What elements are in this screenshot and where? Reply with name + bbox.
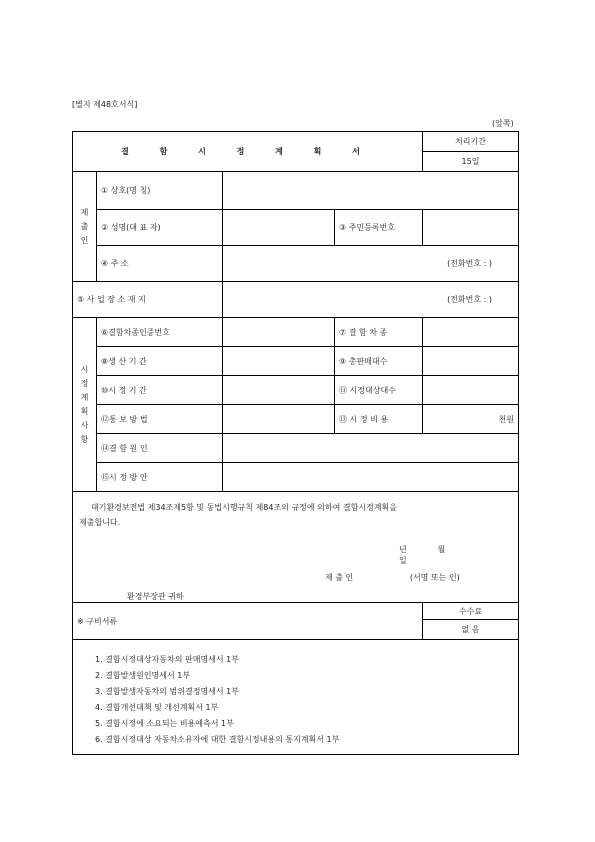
statement-line-1: 대기환경보전법 제34조제5항 및 동법시행규칙 제84조의 규정에 의하여 결함시정계획을: [91, 503, 397, 512]
defect-cause-label: ⑭결 함 원 인: [97, 434, 223, 463]
total-sales-label: ⑨ 총판매대수: [335, 347, 423, 376]
cert-number-field[interactable]: [223, 318, 335, 347]
processing-period-value: 15일: [423, 152, 519, 172]
list-item: 3. 결함발생자동차의 범위결정명세서 1부: [95, 687, 239, 696]
correction-cost-label: ⑬ 시 정 비 용: [335, 405, 423, 434]
submitter-label: 제 출 인: [325, 573, 354, 582]
date-day: 일: [399, 556, 407, 565]
correction-period-label: ⑩시 정 기 간: [97, 376, 223, 405]
submitter-signature-line: [325, 572, 512, 583]
date-month: 월: [437, 545, 446, 554]
production-period-label: ⑧생 산 기 간: [97, 347, 223, 376]
list-item: 6. 결함시정대상 자동차소유자에 대한 결함시정내용의 통지계획서 1부: [95, 735, 340, 744]
page-side-label: (앞쪽): [492, 119, 514, 128]
date-year: 년: [399, 545, 407, 554]
production-period-field[interactable]: [223, 347, 335, 376]
form-reference: [별지 제48호서식]: [72, 100, 138, 109]
business-location-field[interactable]: (전화번호 : ): [223, 282, 519, 318]
list-item: 4. 결함개선대책 및 개선계획서 1부: [95, 703, 219, 712]
correction-method-label: ⑮시 정 방 안: [97, 463, 223, 492]
company-name-label: ① 상호(명 칭): [97, 172, 223, 210]
submitter-group-label: 제 출 인: [73, 172, 97, 282]
fee-label: 수수료: [423, 603, 519, 620]
address-label: ④ 주 소: [97, 246, 223, 282]
fee-value: 없 음: [423, 620, 519, 640]
list-item: 5. 결함시정에 소요되는 비용예측서 1부: [95, 719, 234, 728]
representative-label: ② 성명(대 표 자): [97, 210, 223, 246]
correction-method-field[interactable]: [223, 463, 519, 492]
submission-date: [399, 544, 512, 566]
attachments-label: ※ 구비서류: [73, 603, 423, 640]
processing-period-label: 처리기간: [423, 132, 519, 152]
statement-line-2: 제출합니다.: [79, 518, 121, 527]
defect-model-label: ⑦ 결 함 차 종: [335, 318, 423, 347]
form-title: 결 함 시 정 계 획 서: [73, 132, 423, 172]
correction-cost-field[interactable]: 천원: [423, 405, 519, 434]
defect-model-field[interactable]: [423, 318, 519, 347]
list-item: 1. 결함시정대상자동차의 판매명세서 1부: [95, 655, 239, 664]
list-item: 2. 결함발생원인명세서 1부: [95, 671, 191, 680]
target-count-label: ⑪ 시정대상대수: [335, 376, 423, 405]
cert-number-label: ⑥결함차종인증번호: [97, 318, 223, 347]
defect-correction-form: [72, 131, 519, 755]
rrn-field[interactable]: [423, 210, 519, 246]
signature-placeholder[interactable]: (서명 또는 인): [409, 573, 460, 582]
address-field[interactable]: (전화번호 : ): [223, 246, 519, 282]
defect-cause-field[interactable]: [223, 434, 519, 463]
recipient: 환경부장관 귀하: [127, 592, 184, 601]
total-sales-field[interactable]: [423, 347, 519, 376]
rrn-label: ③ 주민등록번호: [335, 210, 423, 246]
required-documents: [73, 640, 519, 755]
business-location-label: ⑤ 사 업 장 소 재 지: [73, 282, 223, 318]
company-name-field[interactable]: [223, 172, 519, 210]
notice-method-field[interactable]: [223, 405, 335, 434]
plan-group-label: 시 정 계 획 사 항: [73, 318, 97, 492]
notice-method-label: ⑫통 보 방 법: [97, 405, 223, 434]
representative-field[interactable]: [223, 210, 335, 246]
target-count-field[interactable]: [423, 376, 519, 405]
statement-block: [73, 492, 519, 603]
correction-period-field[interactable]: [223, 376, 335, 405]
